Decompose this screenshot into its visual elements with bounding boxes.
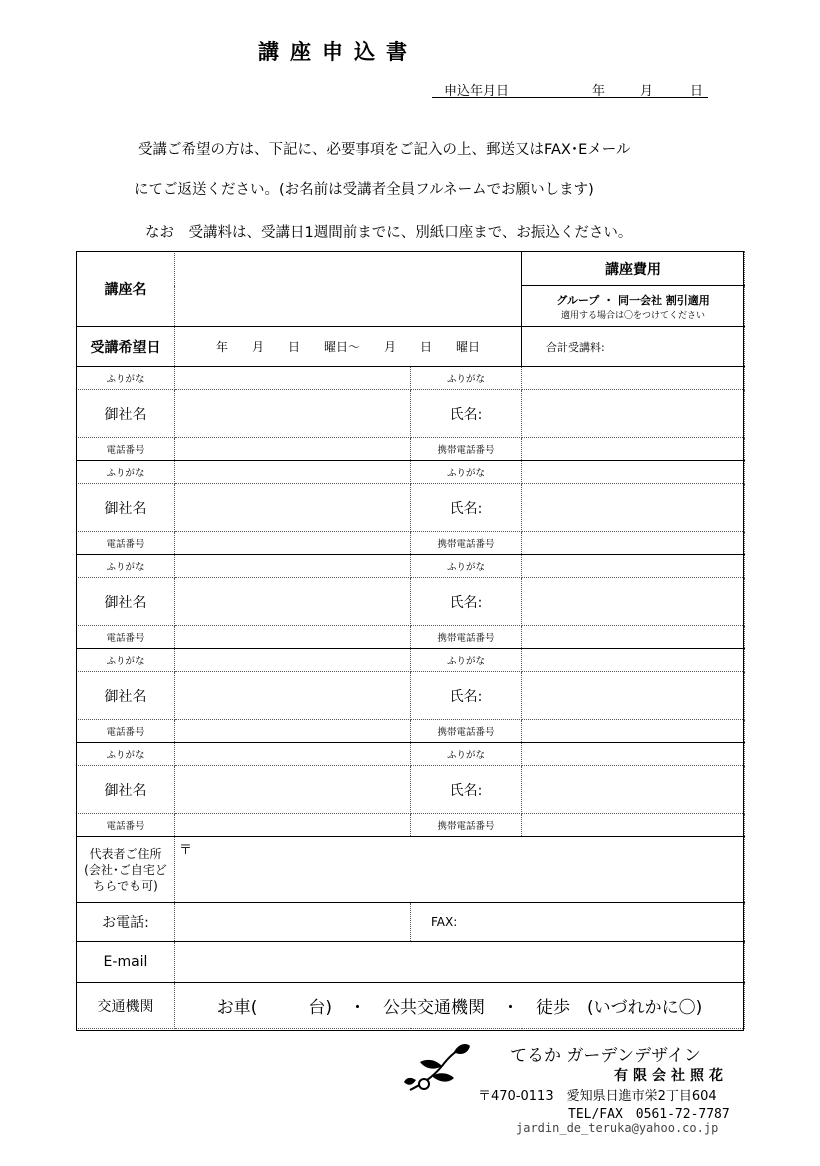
company-furigana-field[interactable] (175, 461, 411, 484)
name-label: 氏名: (411, 672, 522, 720)
intro-line-2: にてご返送ください。(お名前は受講者全員フルネームでお願いします) (134, 182, 594, 198)
discount-cell[interactable] (522, 286, 745, 327)
company-label: 御社名 (77, 766, 175, 814)
company-label: 御社名 (77, 390, 175, 438)
apply-year-unit: 年 (592, 84, 606, 99)
application-form-table (76, 251, 745, 1029)
course-fee-label: 講座費用 (522, 252, 745, 286)
mobile-field[interactable] (522, 626, 745, 649)
company-name-field[interactable] (175, 484, 411, 532)
company-address: 〒470-0113 愛知県日進市栄2丁目604 (478, 1089, 717, 1104)
email-field[interactable] (175, 942, 745, 983)
furigana-label: ふりがな (411, 367, 522, 390)
mobile-field[interactable] (522, 532, 745, 555)
fax-field[interactable]: FAX: (411, 903, 745, 942)
mobile-label: 携帯電話番号 (411, 626, 522, 649)
mobile-field[interactable] (522, 438, 745, 461)
company-furigana-field[interactable] (175, 649, 411, 672)
furigana-label: ふりがな (77, 649, 175, 672)
apply-day-unit: 日 (690, 84, 704, 99)
attendee-name-field[interactable] (522, 766, 745, 814)
address-label: 代表者ご住所 (会社･ご自宅ど ちらでも可) (77, 837, 175, 903)
phone-field[interactable] (175, 626, 411, 649)
furigana-label: ふりがな (411, 555, 522, 578)
company-furigana-field[interactable] (175, 555, 411, 578)
transport-options[interactable]: お車( 台) ・ 公共交通機関 ・ 徒歩 (いづれかに〇) (175, 983, 745, 1029)
attendee-name-field[interactable] (522, 578, 745, 626)
company-name-field[interactable] (175, 766, 411, 814)
furigana-label: ふりがな (411, 649, 522, 672)
phone-field[interactable] (175, 438, 411, 461)
intro-line-3: なお 受講料は、受講日1週間前までに、別紙口座まで、お振込ください。 (145, 225, 633, 241)
course-name-label: 講座名 (77, 252, 175, 327)
phone-label: 電話番号 (77, 626, 175, 649)
company-name-field[interactable] (175, 672, 411, 720)
name-label: 氏名: (411, 484, 522, 532)
name-furigana-field[interactable] (522, 367, 745, 390)
furigana-label: ふりがな (77, 367, 175, 390)
phone-label: 電話番号 (77, 720, 175, 743)
furigana-label: ふりがな (77, 461, 175, 484)
name-furigana-field[interactable] (522, 649, 745, 672)
company-name-field[interactable] (175, 578, 411, 626)
furigana-label: ふりがな (411, 743, 522, 766)
name-furigana-field[interactable] (522, 461, 745, 484)
course-name-field[interactable] (175, 252, 522, 327)
furigana-label: ふりがな (77, 743, 175, 766)
representative-phone-field[interactable] (175, 903, 411, 942)
phone-field[interactable] (175, 814, 411, 837)
company-furigana-field[interactable] (175, 743, 411, 766)
name-label: 氏名: (411, 390, 522, 438)
phone-field[interactable] (175, 720, 411, 743)
attendee-name-field[interactable] (522, 390, 745, 438)
preferred-date-label: 受講希望日 (77, 327, 175, 367)
flower-leaf-logo-icon (402, 1040, 472, 1098)
name-label: 氏名: (411, 578, 522, 626)
attendee-name-field[interactable] (522, 672, 745, 720)
name-furigana-field[interactable] (522, 743, 745, 766)
phone-row-label: お電話: (77, 903, 175, 942)
furigana-label: ふりがな (77, 555, 175, 578)
company-label: 御社名 (77, 578, 175, 626)
email-row-label: E-mail (77, 942, 175, 983)
mobile-field[interactable] (522, 814, 745, 837)
company-furigana-field[interactable] (175, 367, 411, 390)
phone-label: 電話番号 (77, 438, 175, 461)
mobile-label: 携帯電話番号 (411, 814, 522, 837)
page-title: 講座申込書 (258, 40, 418, 64)
company-name-kana: てるか ガーデンデザイン (510, 1046, 701, 1066)
mobile-label: 携帯電話番号 (411, 532, 522, 555)
apply-date-line[interactable] (432, 80, 708, 98)
preferred-date-field[interactable]: 年 月 日 曜日～ 月 日 曜日 (175, 327, 522, 367)
mobile-label: 携帯電話番号 (411, 720, 522, 743)
phone-label: 電話番号 (77, 532, 175, 555)
phone-field[interactable] (175, 532, 411, 555)
company-name-field[interactable] (175, 390, 411, 438)
name-furigana-field[interactable] (522, 555, 745, 578)
phone-label: 電話番号 (77, 814, 175, 837)
company-email[interactable]: jardin_de_teruka@yahoo.co.jp (516, 1121, 719, 1135)
name-label: 氏名: (411, 766, 522, 814)
furigana-label: ふりがな (411, 461, 522, 484)
company-label: 御社名 (77, 484, 175, 532)
mobile-label: 携帯電話番号 (411, 438, 522, 461)
total-fee-field[interactable]: 合計受講料: (522, 327, 745, 367)
address-field[interactable]: 〒 (175, 837, 745, 903)
apply-date-label: 申込年月日 (444, 84, 510, 99)
discount-label: グループ ・ 同一会社 割引適用 (556, 293, 710, 307)
attendee-name-field[interactable] (522, 484, 745, 532)
company-tel-fax: TEL/FAX 0561-72-7787 (568, 1107, 730, 1122)
discount-note: 適用する場合は〇をつけてください (560, 310, 705, 321)
apply-month-unit: 月 (640, 84, 654, 99)
intro-line-1: 受講ご希望の方は、下記に、必要事項をご記入の上、郵送又はFAX･Eメール (138, 142, 631, 158)
mobile-field[interactable] (522, 720, 745, 743)
transport-label: 交通機関 (77, 983, 175, 1029)
company-label: 御社名 (77, 672, 175, 720)
company-name: 有限会社照花 (614, 1068, 728, 1084)
